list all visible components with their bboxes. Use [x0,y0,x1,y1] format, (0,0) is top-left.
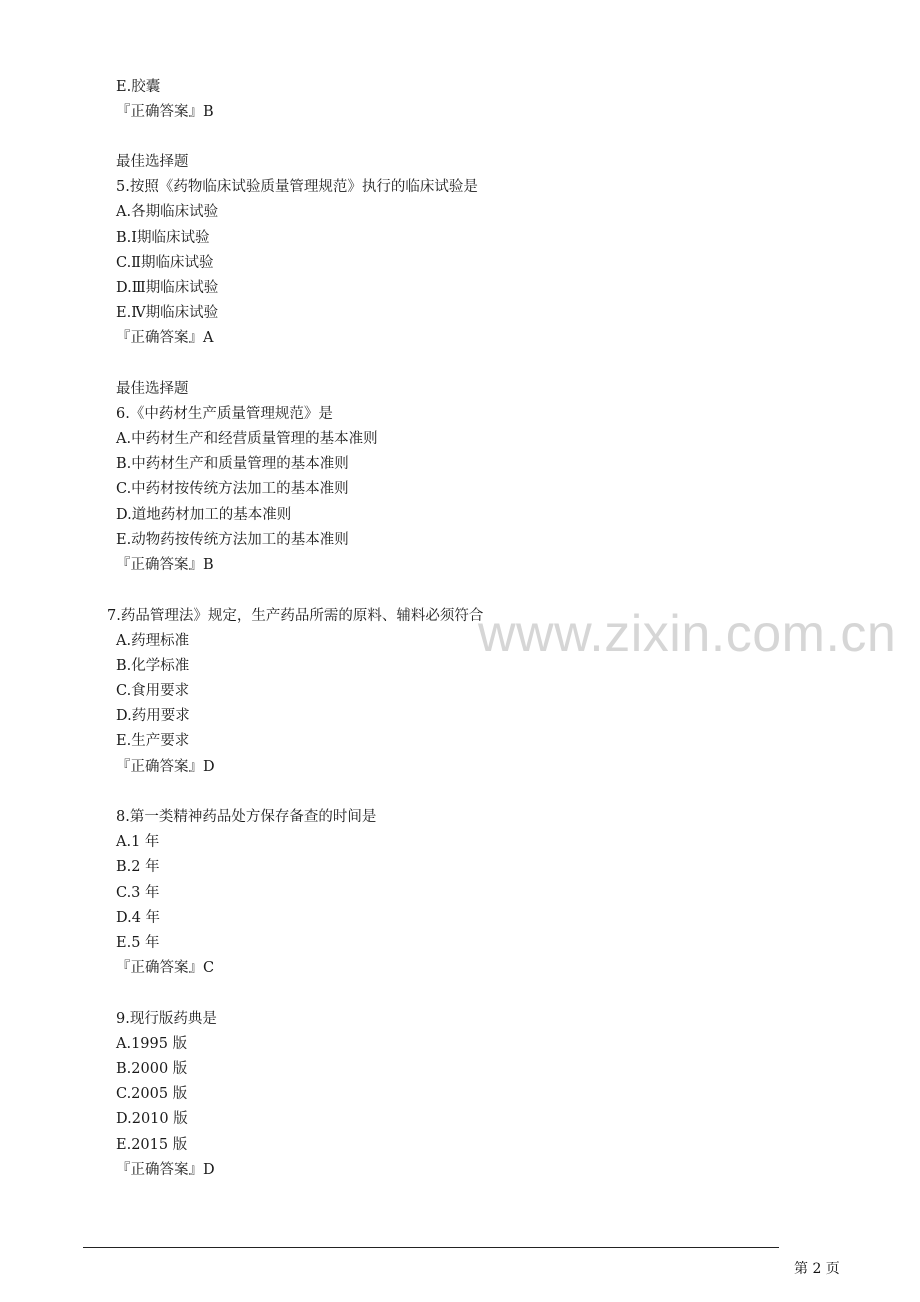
question-type: 最佳选择题 [116,381,189,397]
option-c: C.Ⅱ期临床试验 [116,255,214,271]
option-b: B.Ⅰ期临床试验 [116,230,210,246]
option-c: C.3 年 [116,885,160,901]
page-number: 第 2 页 [794,1261,840,1277]
correct-answer: 『正确答案』B [116,557,214,573]
question-6: 6.《中药材生产质量管理规范》是 [116,406,333,422]
option-e: E.生产要求 [116,733,190,749]
option-b: B.中药材生产和质量管理的基本准则 [116,456,349,472]
correct-answer: 『正确答案』A [116,330,214,346]
option-e: E.5 年 [116,935,160,951]
option-c: C.食用要求 [116,683,190,699]
question-7: 7.药品管理法》规定，生产药品所需的原料、辅料必须符合 [107,608,484,624]
watermark: www.zixin.com.cn [478,605,897,663]
correct-answer: 『正确答案』D [116,759,215,775]
footer-divider [83,1247,779,1248]
option-d: D.Ⅲ期临床试验 [116,280,219,296]
correct-answer: 『正确答案』C [116,960,215,976]
option-a: A.1995 版 [116,1036,188,1052]
option-e: E.胶囊 [116,79,161,95]
question-type: 最佳选择题 [116,154,189,170]
option-d: D.道地药材加工的基本准则 [116,507,292,523]
option-d: D.4 年 [116,910,161,926]
option-a: A.药理标准 [116,633,190,649]
option-e: E.2015 版 [116,1137,188,1153]
option-c: C.2005 版 [116,1086,188,1102]
option-a: A.各期临床试验 [116,204,219,220]
correct-answer: 『正确答案』B [116,104,214,120]
option-c: C.中药材按传统方法加工的基本准则 [116,481,349,497]
question-8: 8.第一类精神药品处方保存备查的时间是 [116,809,377,825]
question-5: 5.按照《药物临床试验质量管理规范》执行的临床试验是 [116,179,478,195]
option-e: E.动物药按传统方法加工的基本准则 [116,532,349,548]
option-a: A.1 年 [116,834,160,850]
option-b: B.2 年 [116,859,160,875]
option-a: A.中药材生产和经营质量管理的基本准则 [116,431,378,447]
option-d: D.2010 版 [116,1111,188,1127]
option-d: D.药用要求 [116,708,190,724]
option-b: B.2000 版 [116,1061,188,1077]
option-b: B.化学标准 [116,658,190,674]
correct-answer: 『正确答案』D [116,1162,215,1178]
option-e: E.Ⅳ期临床试验 [116,305,219,321]
question-9: 9.现行版药典是 [116,1011,217,1027]
